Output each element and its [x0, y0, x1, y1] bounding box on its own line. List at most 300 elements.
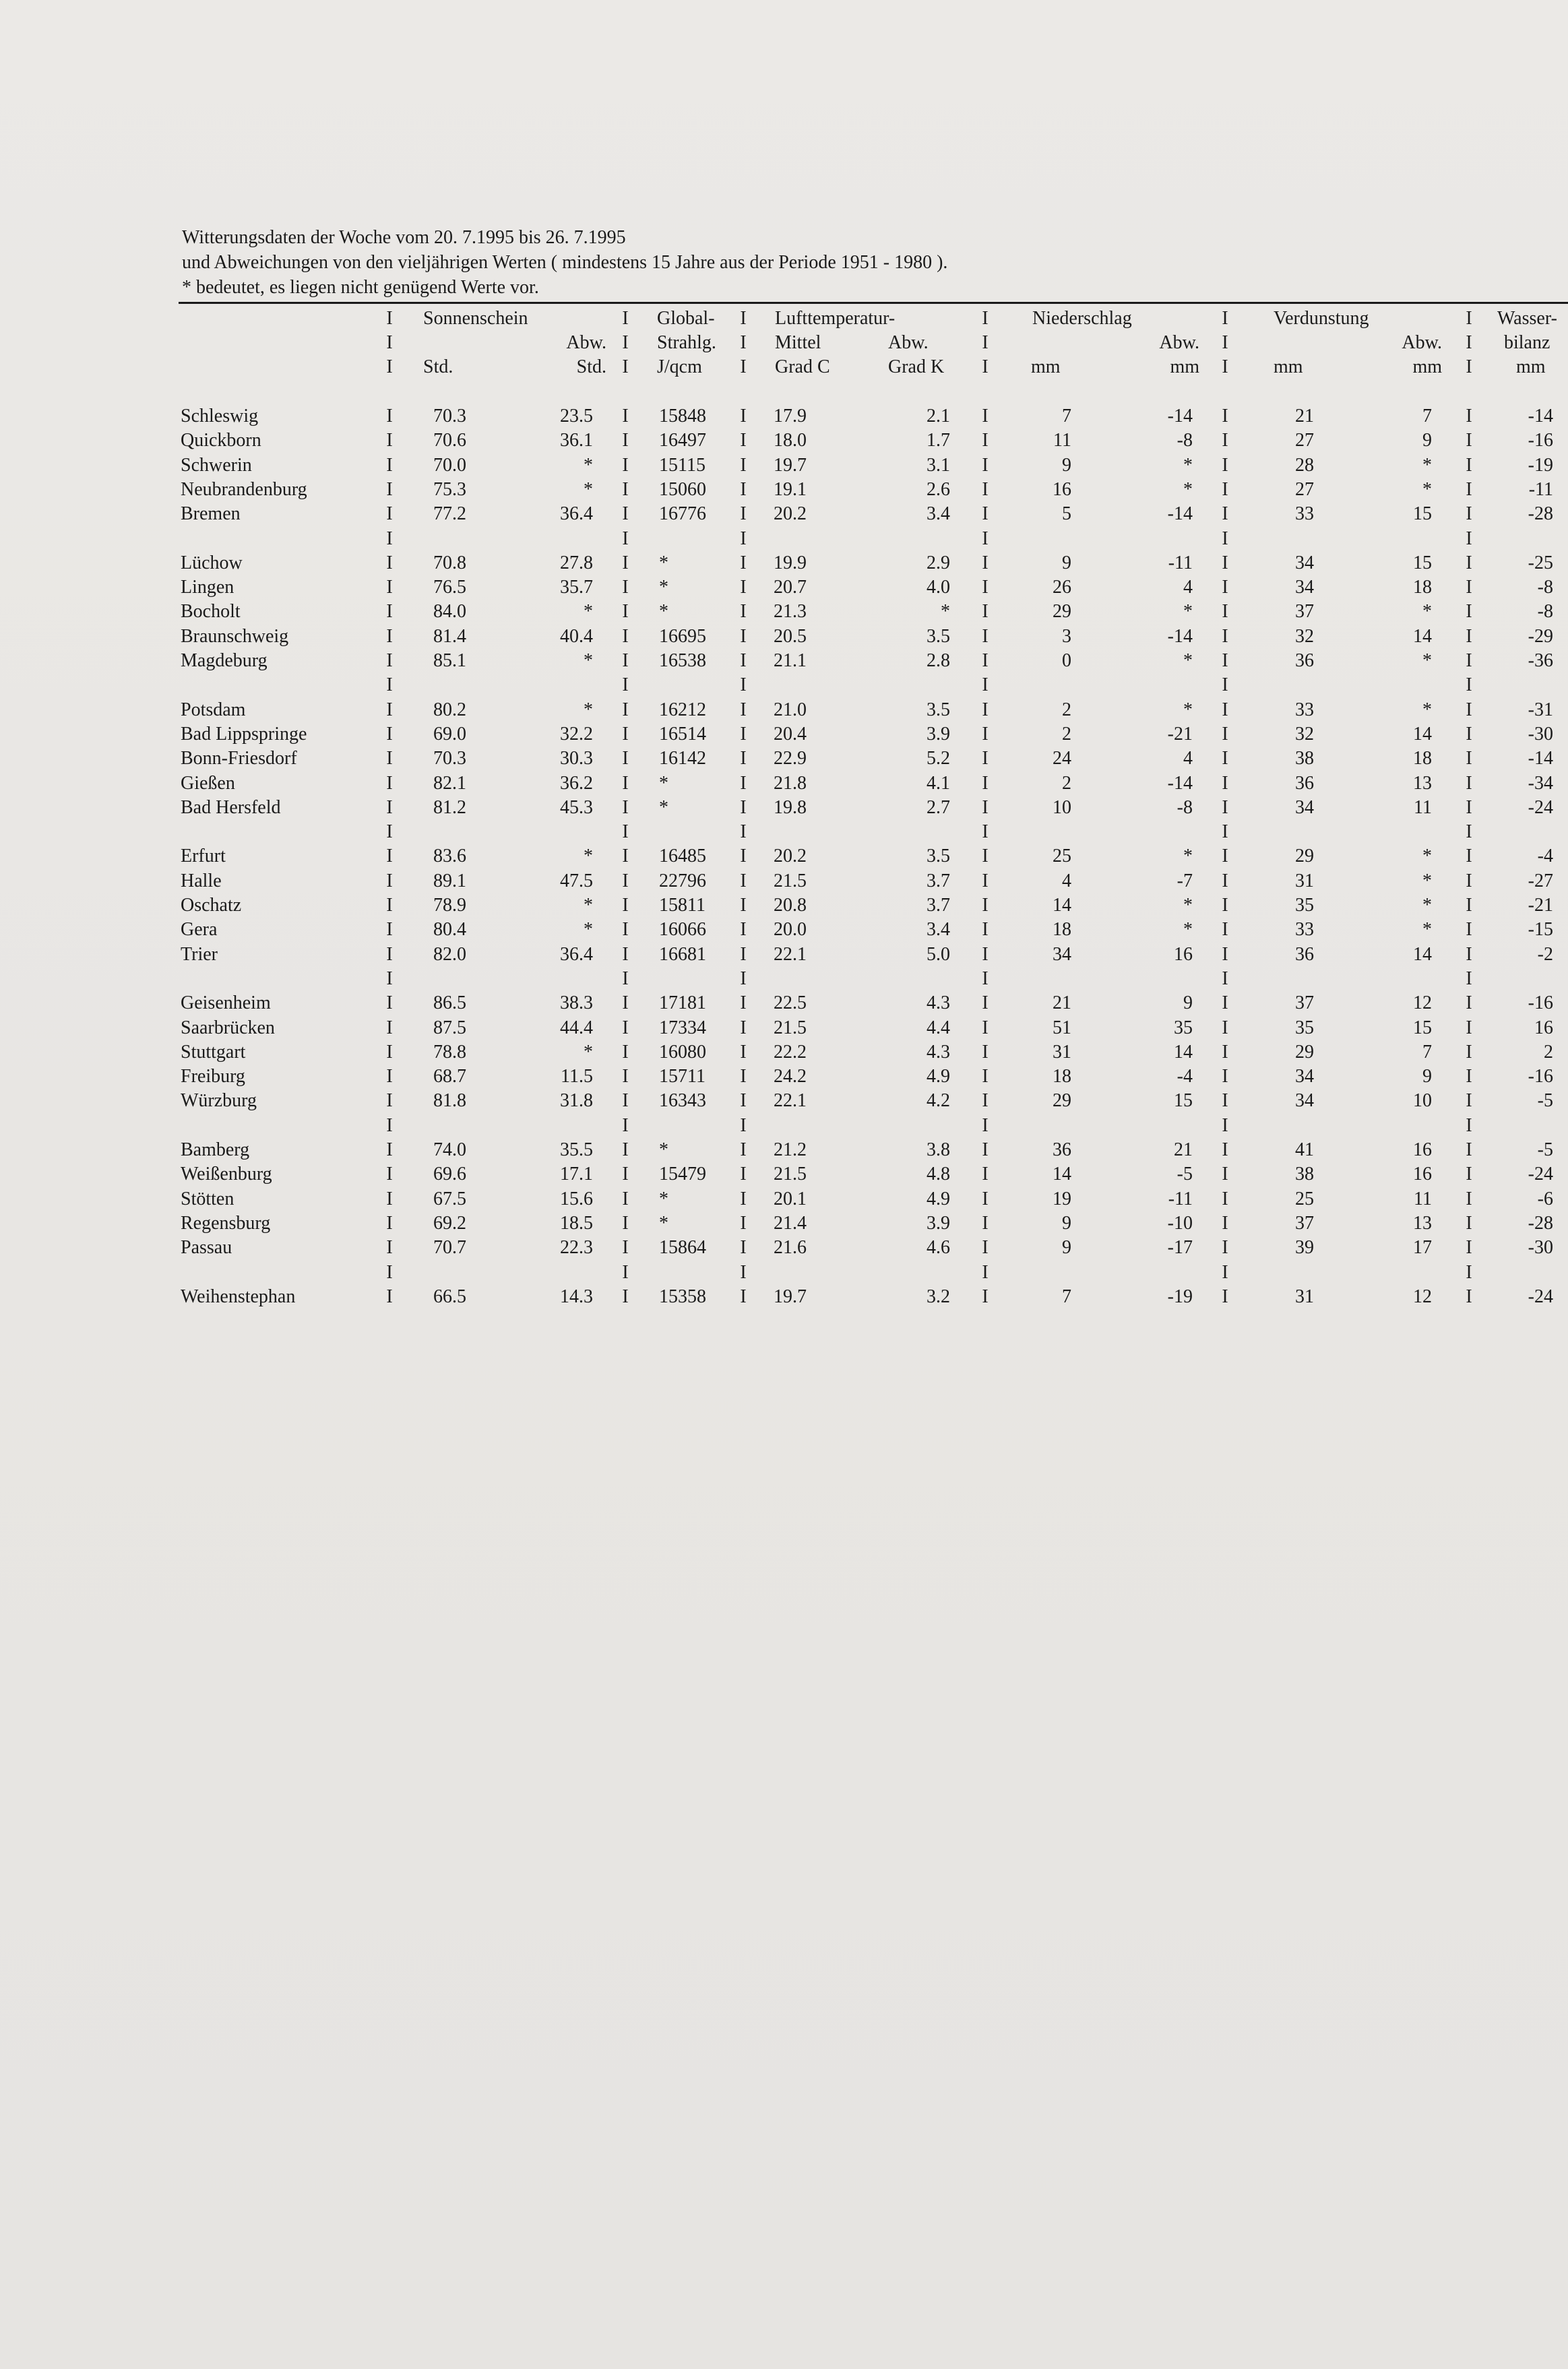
evaporation-deviation: 15: [1413, 552, 1432, 573]
row-separator: I: [1466, 406, 1472, 427]
global-radiation: 16514: [659, 724, 706, 745]
station-name: Regensburg: [181, 1213, 271, 1234]
blank-row-separator: I: [622, 1115, 629, 1136]
row-separator: I: [386, 748, 393, 769]
row-separator: I: [982, 1189, 989, 1209]
sunshine-hours: 78.8: [433, 1042, 466, 1063]
precipitation-deviation: -4: [1177, 1066, 1193, 1087]
water-balance: -19: [1528, 455, 1553, 476]
air-temperature-deviation: 4.4: [927, 1017, 950, 1038]
header-mm-evap-abw: mm: [1412, 356, 1442, 377]
evaporation-deviation: 12: [1413, 992, 1432, 1013]
row-separator: I: [982, 992, 989, 1013]
evaporation-mm: 32: [1295, 724, 1314, 745]
air-temperature-mean: 17.9: [774, 406, 807, 427]
precipitation-mm: 9: [1062, 1213, 1071, 1234]
header-separator: I: [1466, 308, 1472, 329]
row-separator: I: [1222, 1090, 1228, 1111]
blank-row-separator: I: [622, 528, 629, 549]
global-radiation: *: [659, 601, 668, 622]
evaporation-deviation: 18: [1413, 748, 1432, 769]
water-balance: -34: [1528, 773, 1553, 794]
sunshine-deviation: *: [584, 895, 593, 916]
sunshine-hours: 70.3: [433, 748, 466, 769]
precipitation-mm: 2: [1062, 724, 1071, 745]
row-separator: I: [740, 724, 747, 745]
water-balance: -16: [1528, 430, 1553, 451]
evaporation-mm: 21: [1295, 406, 1314, 427]
row-separator: I: [386, 944, 393, 965]
sunshine-deviation: 18.5: [560, 1213, 593, 1234]
row-separator: I: [386, 895, 393, 916]
sunshine-hours: 76.5: [433, 577, 466, 598]
sunshine-deviation: *: [584, 1042, 593, 1063]
precipitation-deviation: -7: [1177, 871, 1193, 891]
water-balance: -4: [1537, 846, 1553, 866]
evaporation-mm: 31: [1295, 871, 1314, 891]
station-name: Erfurt: [181, 846, 226, 866]
precipitation-mm: 24: [1053, 748, 1071, 769]
row-separator: I: [982, 430, 989, 451]
station-name: Weihenstephan: [181, 1286, 296, 1307]
air-temperature-mean: 20.4: [774, 724, 807, 745]
evaporation-deviation: 14: [1413, 626, 1432, 647]
blank-row-separator: I: [386, 968, 393, 989]
row-separator: I: [740, 503, 747, 524]
sunshine-hours: 83.6: [433, 846, 466, 866]
row-separator: I: [1466, 1042, 1472, 1063]
evaporation-deviation: 15: [1413, 503, 1432, 524]
blank-row-separator: I: [740, 821, 747, 842]
header-separator: I: [386, 356, 393, 377]
precipitation-mm: 14: [1053, 1164, 1071, 1184]
air-temperature-mean: 22.2: [774, 1042, 807, 1063]
row-separator: I: [1466, 1213, 1472, 1234]
precipitation-deviation: *: [1183, 455, 1193, 476]
station-name: Bremen: [181, 503, 241, 524]
sunshine-hours: 77.2: [433, 503, 466, 524]
water-balance: -8: [1537, 601, 1553, 622]
row-separator: I: [1222, 479, 1228, 500]
precipitation-deviation: 9: [1183, 992, 1193, 1013]
air-temperature-mean: 20.8: [774, 895, 807, 916]
blank-row-separator: I: [1466, 528, 1472, 549]
header-separator: I: [386, 332, 393, 353]
row-separator: I: [1466, 992, 1472, 1013]
precipitation-mm: 19: [1053, 1189, 1071, 1209]
header-niederschlag: Niederschlag: [1032, 308, 1132, 329]
row-separator: I: [1222, 1066, 1228, 1087]
row-separator: I: [386, 797, 393, 818]
row-separator: I: [1466, 1286, 1472, 1307]
row-separator: I: [1222, 406, 1228, 427]
row-separator: I: [982, 552, 989, 573]
row-separator: I: [740, 944, 747, 965]
header-std: Std.: [423, 356, 453, 377]
sunshine-hours: 69.0: [433, 724, 466, 745]
row-separator: I: [982, 503, 989, 524]
evaporation-mm: 36: [1295, 650, 1314, 671]
sunshine-deviation: 45.3: [560, 797, 593, 818]
evaporation-deviation: *: [1422, 895, 1432, 916]
row-separator: I: [740, 1017, 747, 1038]
row-separator: I: [386, 406, 393, 427]
water-balance: -2: [1537, 944, 1553, 965]
air-temperature-mean: 21.6: [774, 1237, 807, 1258]
sunshine-hours: 66.5: [433, 1286, 466, 1307]
global-radiation: *: [659, 1213, 668, 1234]
row-separator: I: [982, 1164, 989, 1184]
header-bilanz: bilanz: [1504, 332, 1550, 353]
header-separator: I: [740, 332, 747, 353]
row-separator: I: [1222, 724, 1228, 745]
row-separator: I: [740, 430, 747, 451]
row-separator: I: [740, 1164, 747, 1184]
water-balance: -36: [1528, 650, 1553, 671]
row-separator: I: [386, 552, 393, 573]
blank-row-separator: I: [740, 1115, 747, 1136]
row-separator: I: [386, 992, 393, 1013]
water-balance: 16: [1534, 1017, 1553, 1038]
row-separator: I: [740, 846, 747, 866]
sunshine-hours: 70.6: [433, 430, 466, 451]
evaporation-deviation: *: [1422, 650, 1432, 671]
sunshine-hours: 82.0: [433, 944, 466, 965]
sunshine-deviation: 35.7: [560, 577, 593, 598]
precipitation-mm: 25: [1053, 846, 1071, 866]
header-mm-evap: mm: [1274, 356, 1303, 377]
precipitation-deviation: *: [1183, 650, 1193, 671]
row-separator: I: [1222, 1237, 1228, 1258]
blank-row-separator: I: [1222, 528, 1228, 549]
global-radiation: 16695: [659, 626, 706, 647]
blank-row-separator: I: [740, 674, 747, 695]
evaporation-deviation: *: [1422, 601, 1432, 622]
row-separator: I: [1466, 1164, 1472, 1184]
evaporation-mm: 35: [1295, 1017, 1314, 1038]
water-balance: -5: [1537, 1090, 1553, 1111]
air-temperature-mean: 22.1: [774, 944, 807, 965]
row-separator: I: [740, 650, 747, 671]
row-separator: I: [386, 724, 393, 745]
air-temperature-mean: 21.4: [774, 1213, 807, 1234]
precipitation-mm: 31: [1053, 1042, 1071, 1063]
row-separator: I: [740, 1237, 747, 1258]
sunshine-deviation: 22.3: [560, 1237, 593, 1258]
row-separator: I: [740, 871, 747, 891]
air-temperature-deviation: 3.5: [927, 626, 950, 647]
global-radiation: *: [659, 577, 668, 598]
row-separator: I: [740, 1042, 747, 1063]
sunshine-hours: 82.1: [433, 773, 466, 794]
global-radiation: 15115: [659, 455, 705, 476]
row-separator: I: [1222, 577, 1228, 598]
sunshine-hours: 69.6: [433, 1164, 466, 1184]
precipitation-deviation: -17: [1167, 1237, 1193, 1258]
row-separator: I: [622, 895, 629, 916]
air-temperature-deviation: 3.1: [927, 455, 950, 476]
evaporation-mm: 32: [1295, 626, 1314, 647]
evaporation-deviation: 10: [1413, 1090, 1432, 1111]
precipitation-mm: 21: [1053, 992, 1071, 1013]
row-separator: I: [1466, 577, 1472, 598]
row-separator: I: [386, 430, 393, 451]
evaporation-deviation: 13: [1413, 1213, 1432, 1234]
blank-row-separator: I: [1222, 1115, 1228, 1136]
sunshine-deviation: *: [584, 846, 593, 866]
water-balance: -25: [1528, 552, 1553, 573]
station-name: Passau: [181, 1237, 232, 1258]
evaporation-deviation: 18: [1413, 577, 1432, 598]
precipitation-mm: 0: [1062, 650, 1071, 671]
sunshine-deviation: 17.1: [560, 1164, 593, 1184]
evaporation-mm: 33: [1295, 919, 1314, 940]
air-temperature-deviation: 4.9: [927, 1189, 950, 1209]
air-temperature-deviation: 3.4: [927, 919, 950, 940]
blank-row-separator: I: [1466, 674, 1472, 695]
row-separator: I: [740, 577, 747, 598]
row-separator: I: [982, 1237, 989, 1258]
row-separator: I: [386, 1066, 393, 1087]
header-verd-abw: Abw.: [1402, 332, 1442, 353]
header-separator: I: [982, 356, 989, 377]
row-separator: I: [740, 919, 747, 940]
row-separator: I: [1222, 1042, 1228, 1063]
sunshine-hours: 81.4: [433, 626, 466, 647]
air-temperature-deviation: 4.8: [927, 1164, 950, 1184]
row-separator: I: [622, 871, 629, 891]
precipitation-deviation: 4: [1183, 577, 1193, 598]
row-separator: I: [622, 846, 629, 866]
air-temperature-mean: 20.7: [774, 577, 807, 598]
water-balance: -5: [1537, 1139, 1553, 1160]
air-temperature-mean: 20.2: [774, 503, 807, 524]
water-balance: -27: [1528, 871, 1553, 891]
blank-row-separator: I: [982, 821, 989, 842]
station-name: Magdeburg: [181, 650, 268, 671]
row-separator: I: [1222, 626, 1228, 647]
row-separator: I: [1466, 430, 1472, 451]
evaporation-deviation: *: [1422, 871, 1432, 891]
sunshine-hours: 87.5: [433, 1017, 466, 1038]
air-temperature-mean: 22.9: [774, 748, 807, 769]
sunshine-deviation: 36.4: [560, 503, 593, 524]
blank-row-separator: I: [1466, 1262, 1472, 1283]
row-separator: I: [622, 724, 629, 745]
row-separator: I: [386, 846, 393, 866]
row-separator: I: [622, 552, 629, 573]
sunshine-deviation: 38.3: [560, 992, 593, 1013]
blank-row-separator: I: [386, 1115, 393, 1136]
station-name: Bad Lippspringe: [181, 724, 307, 745]
station-name: Neubrandenburg: [181, 479, 307, 500]
row-separator: I: [386, 626, 393, 647]
air-temperature-mean: 20.5: [774, 626, 807, 647]
water-balance: -30: [1528, 1237, 1553, 1258]
global-radiation: 15358: [659, 1286, 706, 1307]
evaporation-mm: 33: [1295, 699, 1314, 720]
evaporation-mm: 33: [1295, 503, 1314, 524]
sunshine-deviation: 40.4: [560, 626, 593, 647]
row-separator: I: [1222, 1139, 1228, 1160]
global-radiation: 16497: [659, 430, 706, 451]
water-balance: -8: [1537, 577, 1553, 598]
header-strahlg: Strahlg.: [657, 332, 716, 353]
row-separator: I: [1466, 846, 1472, 866]
row-separator: I: [740, 406, 747, 427]
blank-row-separator: I: [1222, 674, 1228, 695]
row-separator: I: [386, 455, 393, 476]
evaporation-deviation: *: [1422, 846, 1432, 866]
row-separator: I: [622, 797, 629, 818]
water-balance: -31: [1528, 699, 1553, 720]
row-separator: I: [982, 626, 989, 647]
air-temperature-mean: 19.7: [774, 455, 807, 476]
row-separator: I: [1466, 479, 1472, 500]
row-separator: I: [622, 406, 629, 427]
air-temperature-mean: 21.8: [774, 773, 807, 794]
evaporation-mm: 36: [1295, 944, 1314, 965]
water-balance: -16: [1528, 992, 1553, 1013]
row-separator: I: [740, 699, 747, 720]
air-temperature-deviation: 4.9: [927, 1066, 950, 1087]
row-separator: I: [982, 944, 989, 965]
air-temperature-deviation: 2.8: [927, 650, 950, 671]
air-temperature-deviation: 3.4: [927, 503, 950, 524]
precipitation-mm: 10: [1053, 797, 1071, 818]
row-separator: I: [740, 1189, 747, 1209]
row-separator: I: [386, 1090, 393, 1111]
precipitation-mm: 7: [1062, 406, 1071, 427]
row-separator: I: [386, 1213, 393, 1234]
row-separator: I: [1222, 895, 1228, 916]
evaporation-deviation: *: [1422, 479, 1432, 500]
evaporation-mm: 25: [1295, 1189, 1314, 1209]
sunshine-deviation: 15.6: [560, 1189, 593, 1209]
global-radiation: 16681: [659, 944, 706, 965]
precipitation-deviation: -19: [1167, 1286, 1193, 1307]
precipitation-deviation: -11: [1168, 1189, 1193, 1209]
station-name: Halle: [181, 871, 222, 891]
evaporation-deviation: 16: [1413, 1164, 1432, 1184]
row-separator: I: [740, 1286, 747, 1307]
water-balance: -30: [1528, 724, 1553, 745]
row-separator: I: [386, 650, 393, 671]
global-radiation: 15711: [659, 1066, 705, 1087]
row-separator: I: [1222, 1017, 1228, 1038]
row-separator: I: [1222, 992, 1228, 1013]
row-separator: I: [1466, 797, 1472, 818]
row-separator: I: [982, 479, 989, 500]
blank-row-separator: I: [622, 968, 629, 989]
row-separator: I: [740, 1066, 747, 1087]
header-lufttemperatur: Lufttemperatur-: [775, 308, 896, 329]
sunshine-hours: 85.1: [433, 650, 466, 671]
header-separator: I: [622, 356, 629, 377]
row-separator: I: [622, 1164, 629, 1184]
station-name: Trier: [181, 944, 218, 965]
row-separator: I: [622, 1139, 629, 1160]
evaporation-mm: 34: [1295, 1066, 1314, 1087]
row-separator: I: [1222, 797, 1228, 818]
row-separator: I: [740, 601, 747, 622]
sunshine-hours: 68.7: [433, 1066, 466, 1087]
sunshine-hours: 86.5: [433, 992, 466, 1013]
water-balance: -28: [1528, 503, 1553, 524]
row-separator: I: [622, 1286, 629, 1307]
precipitation-deviation: -14: [1167, 773, 1193, 794]
header-sun-abw: Abw.: [566, 332, 606, 353]
row-separator: I: [1466, 773, 1472, 794]
precipitation-mm: 26: [1053, 577, 1071, 598]
row-separator: I: [386, 919, 393, 940]
air-temperature-mean: 21.1: [774, 650, 807, 671]
sunshine-deviation: 44.4: [560, 1017, 593, 1038]
row-separator: I: [982, 1286, 989, 1307]
row-separator: I: [1466, 699, 1472, 720]
row-separator: I: [982, 1042, 989, 1063]
row-separator: I: [740, 1139, 747, 1160]
row-separator: I: [1222, 699, 1228, 720]
blank-row-separator: I: [622, 821, 629, 842]
evaporation-mm: 37: [1295, 601, 1314, 622]
blank-row-separator: I: [982, 1262, 989, 1283]
row-separator: I: [982, 797, 989, 818]
sunshine-deviation: 27.8: [560, 552, 593, 573]
water-balance: -11: [1528, 479, 1553, 500]
station-name: Weißenburg: [181, 1164, 272, 1184]
row-separator: I: [982, 699, 989, 720]
row-separator: I: [386, 577, 393, 598]
row-separator: I: [982, 406, 989, 427]
air-temperature-mean: 19.8: [774, 797, 807, 818]
evaporation-deviation: 16: [1413, 1139, 1432, 1160]
precipitation-deviation: -5: [1177, 1164, 1193, 1184]
header-gradk: Grad K: [888, 356, 945, 377]
precipitation-mm: 4: [1062, 871, 1071, 891]
evaporation-deviation: 14: [1413, 944, 1432, 965]
global-radiation: *: [659, 773, 668, 794]
evaporation-mm: 34: [1295, 577, 1314, 598]
water-balance: -24: [1528, 1164, 1553, 1184]
precipitation-deviation: 35: [1174, 1017, 1193, 1038]
station-name: Lingen: [181, 577, 234, 598]
evaporation-mm: 35: [1295, 895, 1314, 916]
row-separator: I: [740, 455, 747, 476]
row-separator: I: [982, 748, 989, 769]
sunshine-hours: 70.0: [433, 455, 466, 476]
sunshine-deviation: *: [584, 455, 593, 476]
row-separator: I: [1222, 871, 1228, 891]
global-radiation: 16485: [659, 846, 706, 866]
row-separator: I: [622, 1042, 629, 1063]
air-temperature-deviation: 2.6: [927, 479, 950, 500]
sunshine-deviation: *: [584, 650, 593, 671]
air-temperature-mean: 20.1: [774, 1189, 807, 1209]
station-name: Lüchow: [181, 552, 243, 573]
row-separator: I: [386, 1139, 393, 1160]
air-temperature-deviation: 3.9: [927, 1213, 950, 1234]
air-temperature-mean: 19.1: [774, 479, 807, 500]
row-separator: I: [740, 552, 747, 573]
global-radiation: 16080: [659, 1042, 706, 1063]
row-separator: I: [1466, 1189, 1472, 1209]
row-separator: I: [622, 919, 629, 940]
precipitation-deviation: -21: [1167, 724, 1193, 745]
air-temperature-deviation: 4.3: [927, 1042, 950, 1063]
evaporation-deviation: *: [1422, 699, 1432, 720]
row-separator: I: [740, 1090, 747, 1111]
